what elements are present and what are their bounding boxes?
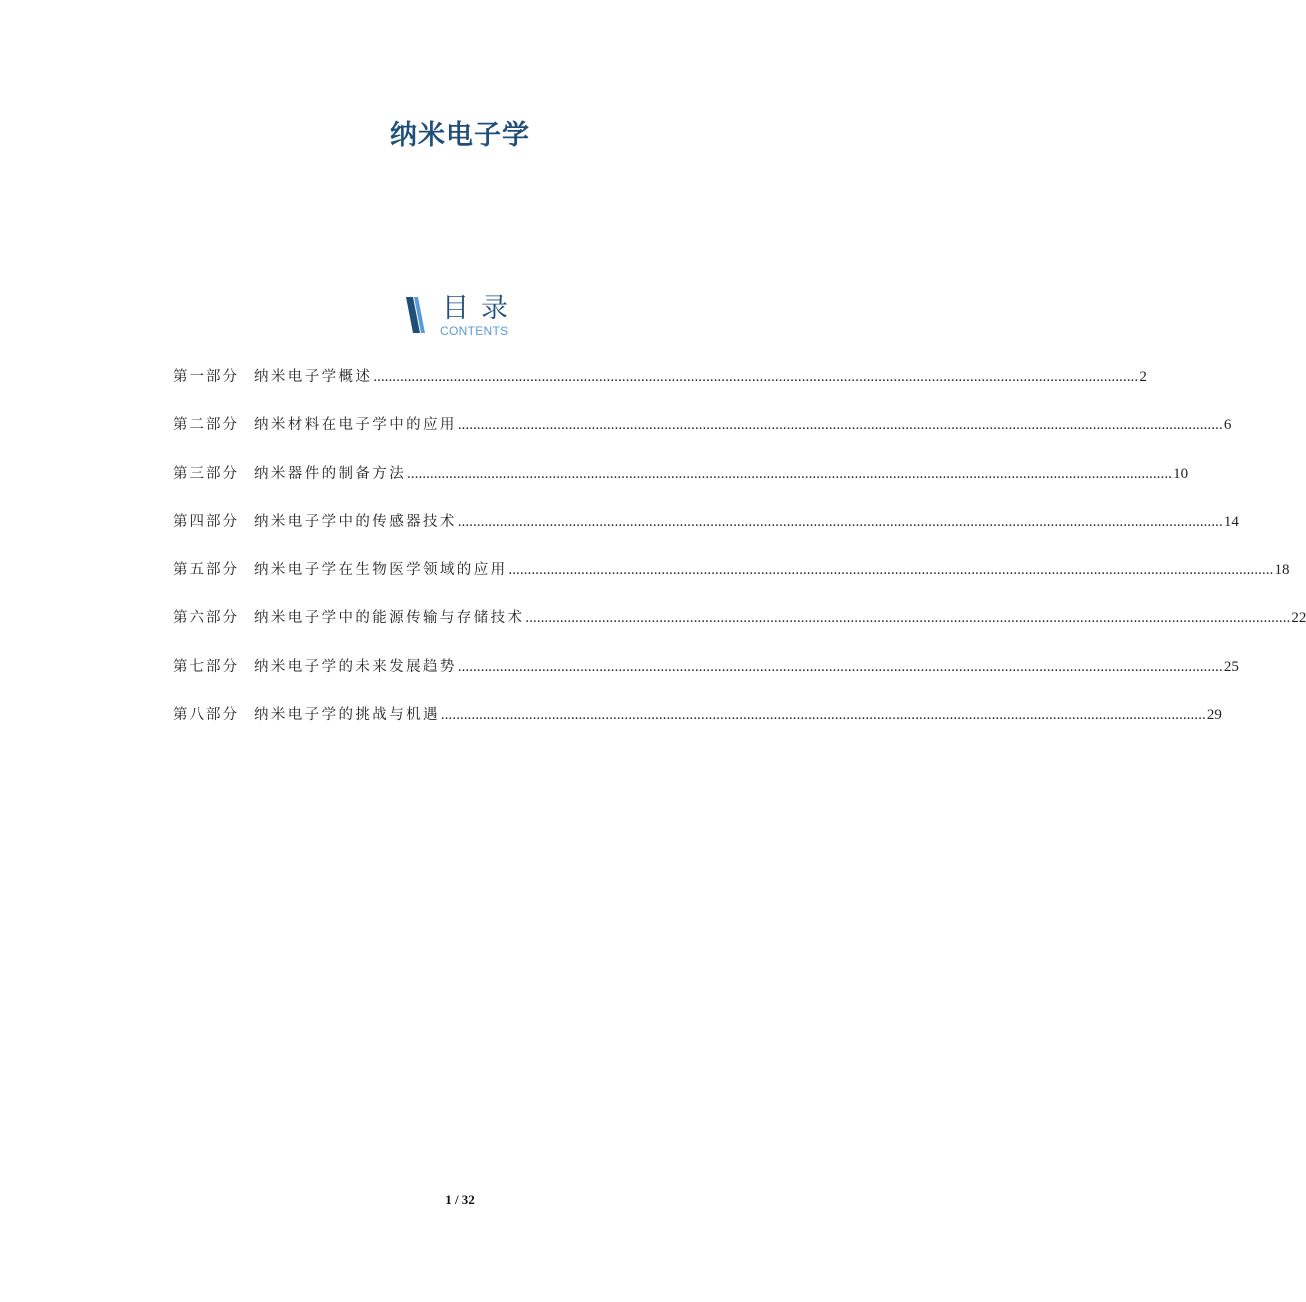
toc-entry-part: 第八部分 — [173, 707, 239, 724]
toc-dot-leader: ........................................................................................................................................................................................................ — [457, 417, 1223, 434]
page-number: 1 / 32 — [445, 1192, 475, 1207]
toc-entry-part: 第五部分 — [173, 562, 239, 579]
toc-entry[interactable] — [173, 414, 1232, 462]
toc-entry-part: 第四部分 — [173, 513, 239, 530]
toc-dot-leader: ........................................................................................................................................................................................................ — [373, 369, 1139, 385]
toc-entry-part: 第三部分 — [173, 465, 239, 482]
book-spine-icon — [404, 295, 430, 335]
toc-entry-title: 纳米电子学的挑战与机遇 — [254, 707, 440, 724]
toc-entry-page: 18 — [1274, 562, 1290, 579]
toc-dot-leader: ........................................................................................................................................................................................................ — [407, 465, 1173, 482]
toc-entry-part: 第七部分 — [173, 658, 239, 675]
toc-dot-leader: ........................................................................................................................................................................................................ — [457, 513, 1223, 530]
toc-entry-page: 2 — [1139, 369, 1147, 385]
toc-entry-page: 6 — [1223, 417, 1232, 434]
toc-entry-part: 第二部分 — [173, 417, 239, 434]
toc-subtitle: CONTENTS — [440, 324, 509, 338]
toc-entry-title: 纳米器件的制备方法 — [254, 465, 407, 482]
toc-entry-part: 第一部分 — [173, 369, 239, 385]
toc-entry-page: 29 — [1206, 707, 1222, 724]
toc-entry-part: 第六部分 — [173, 610, 239, 627]
toc-dot-leader: ........................................................................................................................................................................................................ — [508, 562, 1274, 579]
toc-entry-title: 纳米电子学中的传感器技术 — [254, 513, 457, 530]
toc-dot-leader: ........................................................................................................................................................................................................ — [525, 610, 1291, 627]
toc-title: 目录 — [442, 293, 520, 324]
document-title: 纳米电子学 — [390, 120, 530, 151]
toc-entry[interactable] — [173, 511, 1239, 559]
toc-entry-page: 25 — [1223, 658, 1239, 675]
toc-list — [173, 366, 1306, 752]
toc-entry-title: 纳米电子学中的能源传输与存储技术 — [254, 610, 525, 627]
toc-entry-page: 22 — [1291, 610, 1306, 627]
toc-entry[interactable] — [173, 366, 1147, 414]
toc-entry[interactable] — [173, 656, 1239, 704]
toc-dot-leader: ........................................................................................................................................................................................................ — [457, 658, 1223, 675]
toc-entry-title: 纳米电子学在生物医学领域的应用 — [254, 562, 508, 579]
toc-entry-page: 14 — [1223, 513, 1239, 530]
toc-header — [404, 293, 524, 341]
toc-entry[interactable] — [173, 463, 1189, 511]
toc-entry-title: 纳米电子学概述 — [254, 369, 373, 385]
toc-dot-leader: ........................................................................................................................................................................................................ — [440, 707, 1206, 724]
toc-entry[interactable] — [173, 607, 1306, 655]
toc-entry-title: 纳米电子学的未来发展趋势 — [254, 658, 457, 675]
toc-entry-title: 纳米材料在电子学中的应用 — [254, 417, 457, 434]
toc-entry-page: 10 — [1173, 465, 1189, 482]
toc-entry[interactable] — [173, 704, 1222, 752]
toc-entry[interactable] — [173, 559, 1290, 607]
